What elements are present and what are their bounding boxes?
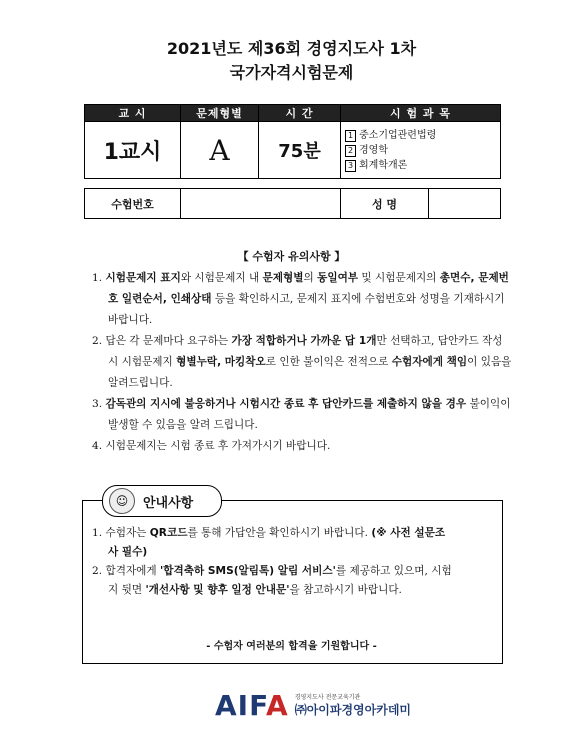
guide-item: 1. 수험자는 QR코드를 통해 가답안을 확인하시기 바랍니다. (※ 사전 설문조사 필수) bbox=[92, 527, 446, 558]
type-value: A bbox=[181, 122, 259, 179]
header-time: 시 간 bbox=[259, 105, 341, 122]
subjects-cell bbox=[341, 122, 501, 179]
time-value: 75분 bbox=[259, 122, 341, 179]
period-value: 1교시 bbox=[85, 122, 181, 179]
exam-table bbox=[84, 104, 501, 179]
guide-item: 2. 합격자에게 '합격축하 SMS(알림톡) 알림 서비스'를 제공하고 있으며, 시험지 뒷면 '개선사항 및 향후 일정 안내문'을 참고하시기 바랍니다. bbox=[92, 565, 452, 596]
info-table bbox=[84, 188, 501, 219]
name-label: 성 명 bbox=[341, 189, 429, 219]
subject-item: 2 경영학 bbox=[345, 143, 500, 158]
footer-tagline: 경영지도사 전문교육기관 bbox=[294, 694, 361, 701]
notice-list bbox=[92, 268, 512, 457]
notice-item: 4. 시험문제지는 시험 종료 후 가져가시기 바랍니다. bbox=[92, 440, 331, 452]
name-field[interactable] bbox=[429, 189, 501, 219]
header-type: 문제형별 bbox=[181, 105, 259, 122]
subject-item: 3 회계학개론 bbox=[345, 158, 500, 173]
aifa-logo: AIFA bbox=[215, 688, 289, 722]
notice-item: 2. 답은 각 문제마다 요구하는 가장 적합하거나 가까운 답 1개만 선택하고, 답안카드 작성시 시험문제지 형별누락, 마킹착오로 인한 불이익은 전적으로 수험자에게 책임이 있음을 알려드립니다. bbox=[92, 335, 512, 389]
title-line2: 국가자격시험문제 bbox=[229, 63, 354, 82]
exam-number-label: 수험번호 bbox=[85, 189, 181, 219]
notice-heading: 【 수험자 유의사항 】 bbox=[237, 250, 346, 263]
subject-item: 1 중소기업관련법령 bbox=[345, 128, 500, 143]
guide-list bbox=[92, 524, 452, 600]
footer-logo bbox=[215, 688, 411, 722]
exam-number-field[interactable] bbox=[181, 189, 341, 219]
mascot-icon: ☺ bbox=[109, 488, 135, 514]
guide-title: 안내사항 bbox=[143, 495, 194, 511]
header-subjects: 시 험 과 목 bbox=[341, 105, 501, 122]
wish-text: - 수험자 여러분의 합격을 기원합니다 - bbox=[206, 641, 377, 652]
title-line1: 2021년도 제36회 경영지도사 1차 bbox=[166, 39, 417, 58]
header-period: 교 시 bbox=[85, 105, 181, 122]
guide-tab bbox=[102, 485, 222, 517]
notice-item: 3. 감독관의 지시에 불응하거나 시험시간 종료 후 답안카드를 제출하지 않을 경우 불이익이 발생할 수 있음을 알려 드립니다. bbox=[92, 398, 511, 431]
footer-company: ㈜아이파경영아카데미 bbox=[294, 703, 412, 717]
notice-item: 1. 시험문제지 표지와 시험문제지 내 문제형별의 동일여부 및 시험문제지의 총면수, 문제번호 일련순서, 인쇄상태 등을 확인하시고, 문제지 표지에 수험번호와 성명을 기재하시기 바랍니다. bbox=[92, 272, 509, 326]
